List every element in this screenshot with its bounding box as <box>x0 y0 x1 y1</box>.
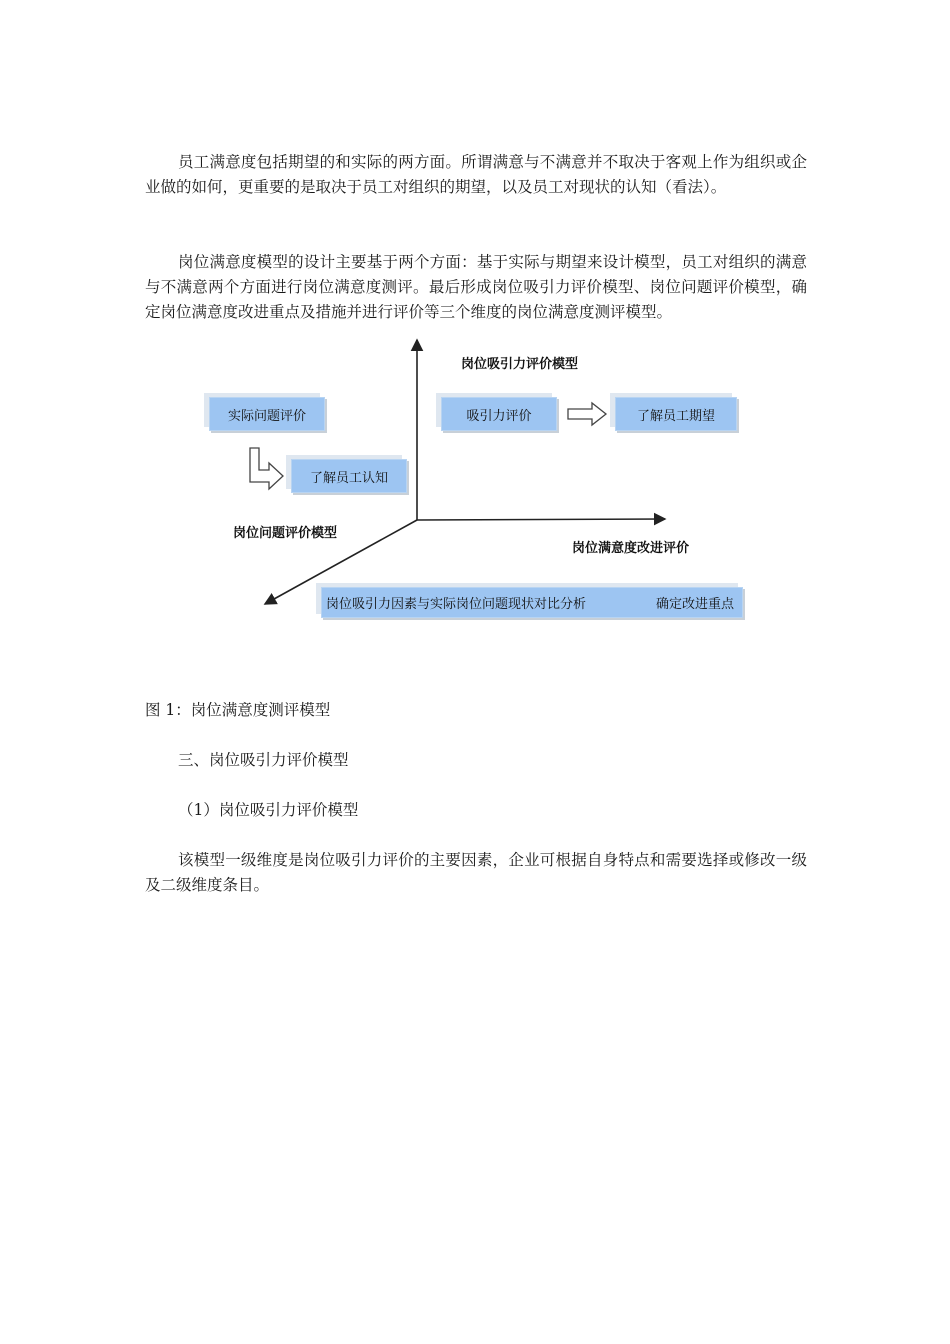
axis-label-problem: 岗位问题评价模型 <box>233 526 338 541</box>
paragraph-2: 岗位满意度模型的设计主要基于两个方面：基于实际与期望来设计模型，员工对组织的满意与不满意两个方面进行岗位满意度测评。最后形成岗位吸引力评价模型、岗位问题评价模型，确定岗位满意度改进重点及措施并进行评价等三个维度的岗位满意度测评模型。 <box>145 253 807 321</box>
axis-label-attraction: 岗位吸引力评价模型 <box>461 357 579 372</box>
box-compare-analysis <box>321 587 743 618</box>
sub-heading: （1）岗位吸引力评价模型 <box>178 801 359 819</box>
box-attraction-eval: 吸引力评价 <box>441 397 557 431</box>
compare-analysis-text: 岗位吸引力因素与实际岗位问题现状对比分析 <box>326 597 587 612</box>
diagram-axes <box>195 330 765 620</box>
improve-focus-text: 确定改进重点 <box>656 597 735 612</box>
satisfaction-model-diagram <box>195 330 765 620</box>
paragraph-1: 员工满意度包括期望的和实际的两方面。所谓满意与不满意并不取决于客观上作为组织或企业做的如何，更重要的是取决于员工对组织的期望，以及员工对现状的认知（看法）。 <box>145 153 807 196</box>
box-employee-expectation: 了解员工期望 <box>615 397 737 431</box>
figure-caption: 图 1：岗位满意度测评模型 <box>145 701 331 719</box>
horizontal-axis <box>417 519 665 520</box>
paragraph-3: 该模型一级维度是岗位吸引力评价的主要因素，企业可根据自身特点和需要选择或修改一级及二级维度条目。 <box>145 851 807 894</box>
l-arrow-icon <box>250 448 283 489</box>
box-know-employee: 了解员工认知 <box>291 459 407 493</box>
section-heading: 三、岗位吸引力评价模型 <box>178 751 349 769</box>
box-actual-problem: 实际问题评价 <box>209 397 325 431</box>
axis-label-improve: 岗位满意度改进评价 <box>572 541 690 556</box>
right-arrow-icon <box>568 403 606 425</box>
